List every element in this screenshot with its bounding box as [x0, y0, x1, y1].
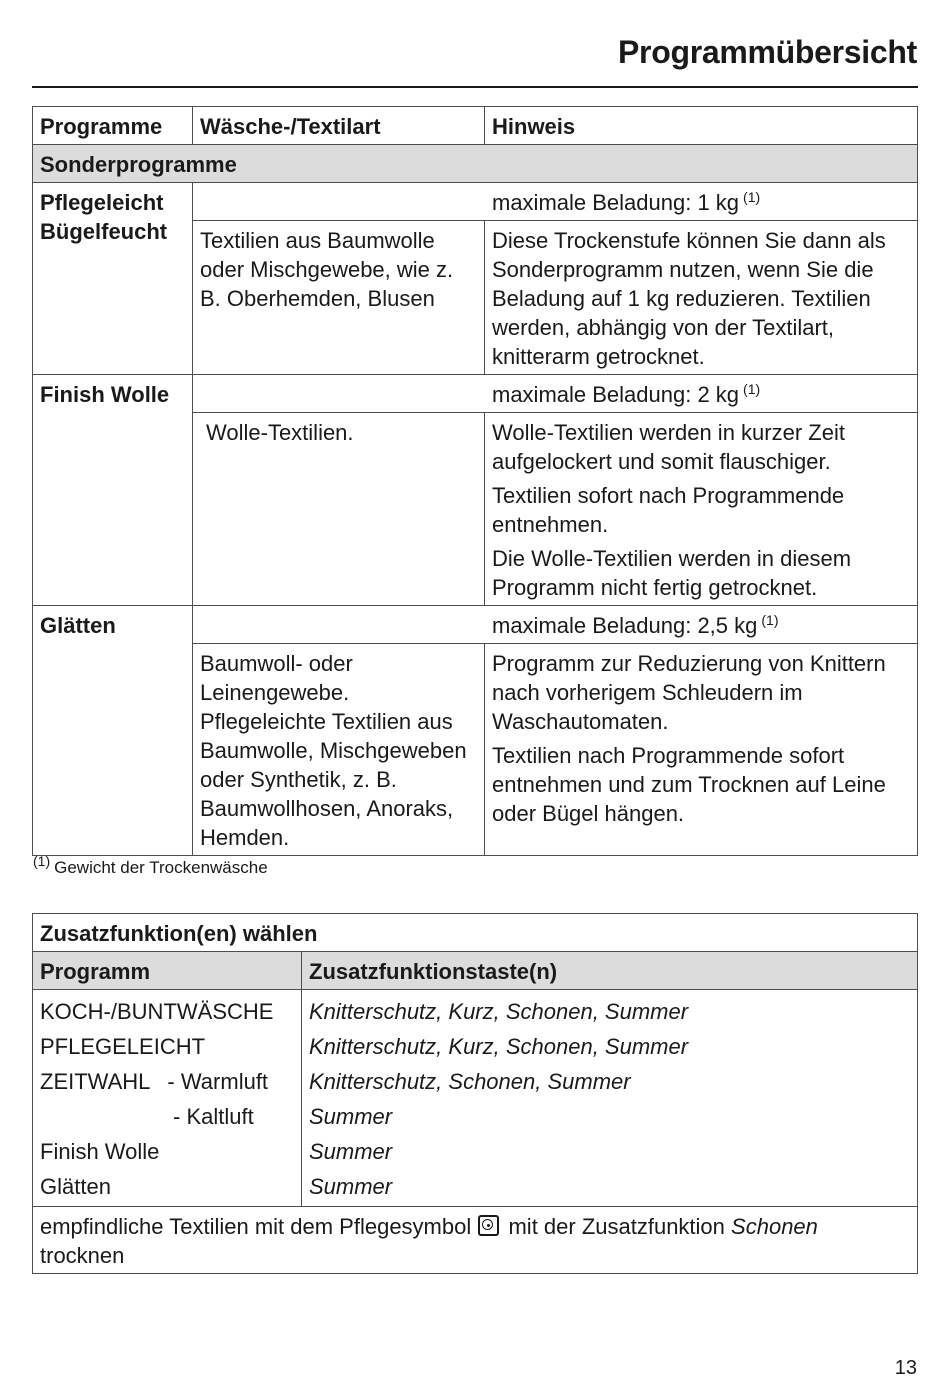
- note-paragraph: Wolle-Textilien werden in kurzer Zeit aufgelockert und somit flauschiger.: [492, 420, 845, 474]
- page-number: 13: [894, 1357, 917, 1379]
- program-name: ZEITWAHL: [40, 1069, 151, 1094]
- header-row: [33, 952, 918, 990]
- note-paragraph: Programm zur Reduzierung von Knittern nach vorherigem Schleudern im Waschautomaten.: [492, 651, 886, 734]
- footnote-text: Gewicht der Trockenwäsche: [54, 858, 268, 877]
- column-header-function-keys: Zusatzfunktionstaste(n): [302, 952, 918, 990]
- program-cell: [33, 1064, 302, 1099]
- note-paragraph: Textilien sofort nach Programmende entnehmen.: [492, 483, 845, 537]
- footnote-mark: (1): [761, 611, 779, 628]
- program-overview-table: [32, 106, 918, 856]
- table-row: [33, 1099, 918, 1134]
- header-row: [33, 107, 918, 145]
- note-paragraph: Die Wolle-Textilien werden in diesem Programm nicht fertig getrocknet.: [492, 546, 852, 600]
- column-header-notes: Hinweis: [485, 107, 918, 145]
- function-keys-cell: Summer: [302, 1134, 918, 1169]
- max-load: [193, 183, 918, 221]
- program-cell: PFLEGELEICHT: [33, 1029, 302, 1064]
- note-row: [33, 1207, 918, 1274]
- page-title: Programmübersicht: [618, 34, 917, 70]
- column-header-textile: Wäsche-/Textilart: [193, 107, 485, 145]
- program-cell: [33, 1099, 302, 1134]
- program-name: Finish Wolle: [33, 375, 193, 606]
- table-title: Zusatzfunktion(en) wählen: [33, 914, 918, 952]
- function-keys-cell: Knitterschutz, Kurz, Schonen, Summer: [302, 990, 918, 1030]
- column-header-program: Programm: [33, 952, 302, 990]
- care-note: [33, 1207, 918, 1274]
- function-keys-cell: Summer: [302, 1099, 918, 1134]
- program-cell: Finish Wolle: [33, 1134, 302, 1169]
- function-name: Schonen: [731, 1214, 818, 1239]
- table-row: [33, 1169, 918, 1207]
- section-title: Sonderprogramme: [33, 145, 918, 183]
- footnote-mark: (1): [33, 853, 51, 870]
- program-note: [485, 221, 918, 375]
- footnote-mark: (1): [743, 380, 761, 397]
- footnote-mark: (1): [743, 188, 761, 205]
- care-note-text: trocknen: [40, 1243, 125, 1268]
- max-load-text: maximale Beladung: 2,5 kg: [492, 613, 758, 638]
- table-title-row: [33, 914, 918, 952]
- program-name: Glätten: [33, 606, 193, 856]
- max-load: [193, 375, 918, 413]
- program-note: [485, 413, 918, 606]
- additional-functions-table: [32, 913, 918, 1274]
- function-keys-cell: Summer: [302, 1169, 918, 1207]
- footnote: [33, 853, 268, 878]
- program-name: Pflegeleicht Bügelfeucht: [33, 183, 193, 375]
- program-variant: - Kaltluft: [173, 1104, 254, 1129]
- program-row: [33, 606, 918, 644]
- function-keys-cell: Knitterschutz, Kurz, Schonen, Summer: [302, 1029, 918, 1064]
- program-cell: KOCH-/BUNTWÄSCHE: [33, 990, 302, 1030]
- program-cell: Glätten: [33, 1169, 302, 1207]
- textile-type: Baumwoll- oder Leinengewebe. Pflegeleichte Textilien aus Baumwolle, Mischgeweben oder Synthetik, z. B. Baumwollhosen, Anoraks, Hemden.: [193, 644, 485, 856]
- table-row: [33, 990, 918, 1030]
- max-load: [193, 606, 918, 644]
- program-row: [33, 375, 918, 413]
- max-load-text: maximale Beladung: 2 kg: [492, 382, 740, 407]
- title-rule: [32, 86, 918, 88]
- program-note: [485, 644, 918, 856]
- column-header-programme: Programme: [33, 107, 193, 145]
- gentle-care-icon: [478, 1215, 499, 1236]
- textile-type: Wolle-Textilien.: [193, 413, 485, 606]
- care-note-text: mit der Zusatzfunktion: [508, 1214, 725, 1239]
- table-row: [33, 1029, 918, 1064]
- function-keys-cell: Knitterschutz, Schonen, Summer: [302, 1064, 918, 1099]
- care-note-text: empfindliche Textilien mit dem Pflegesymbol: [40, 1214, 472, 1239]
- program-variant: - Warmluft: [167, 1069, 269, 1094]
- max-load-text: maximale Beladung: 1 kg: [492, 190, 740, 215]
- textile-type: Textilien aus Baumwolle oder Mischgewebe, wie z. B. Oberhemden, Blusen: [193, 221, 485, 375]
- note-paragraph: Diese Trockenstufe können Sie dann als Sonderprogramm nutzen, wenn Sie die Beladung auf 1 kg reduzieren. Textilien werden, abhängig von der Textilart, knitterarm getrocknet.: [492, 228, 886, 369]
- program-row: [33, 183, 918, 221]
- section-row: [33, 145, 918, 183]
- table-row: [33, 1064, 918, 1099]
- note-paragraph: Textilien nach Programmende sofort entnehmen und zum Trocknen auf Leine oder Bügel hängen.: [492, 743, 886, 826]
- table-row: [33, 1134, 918, 1169]
